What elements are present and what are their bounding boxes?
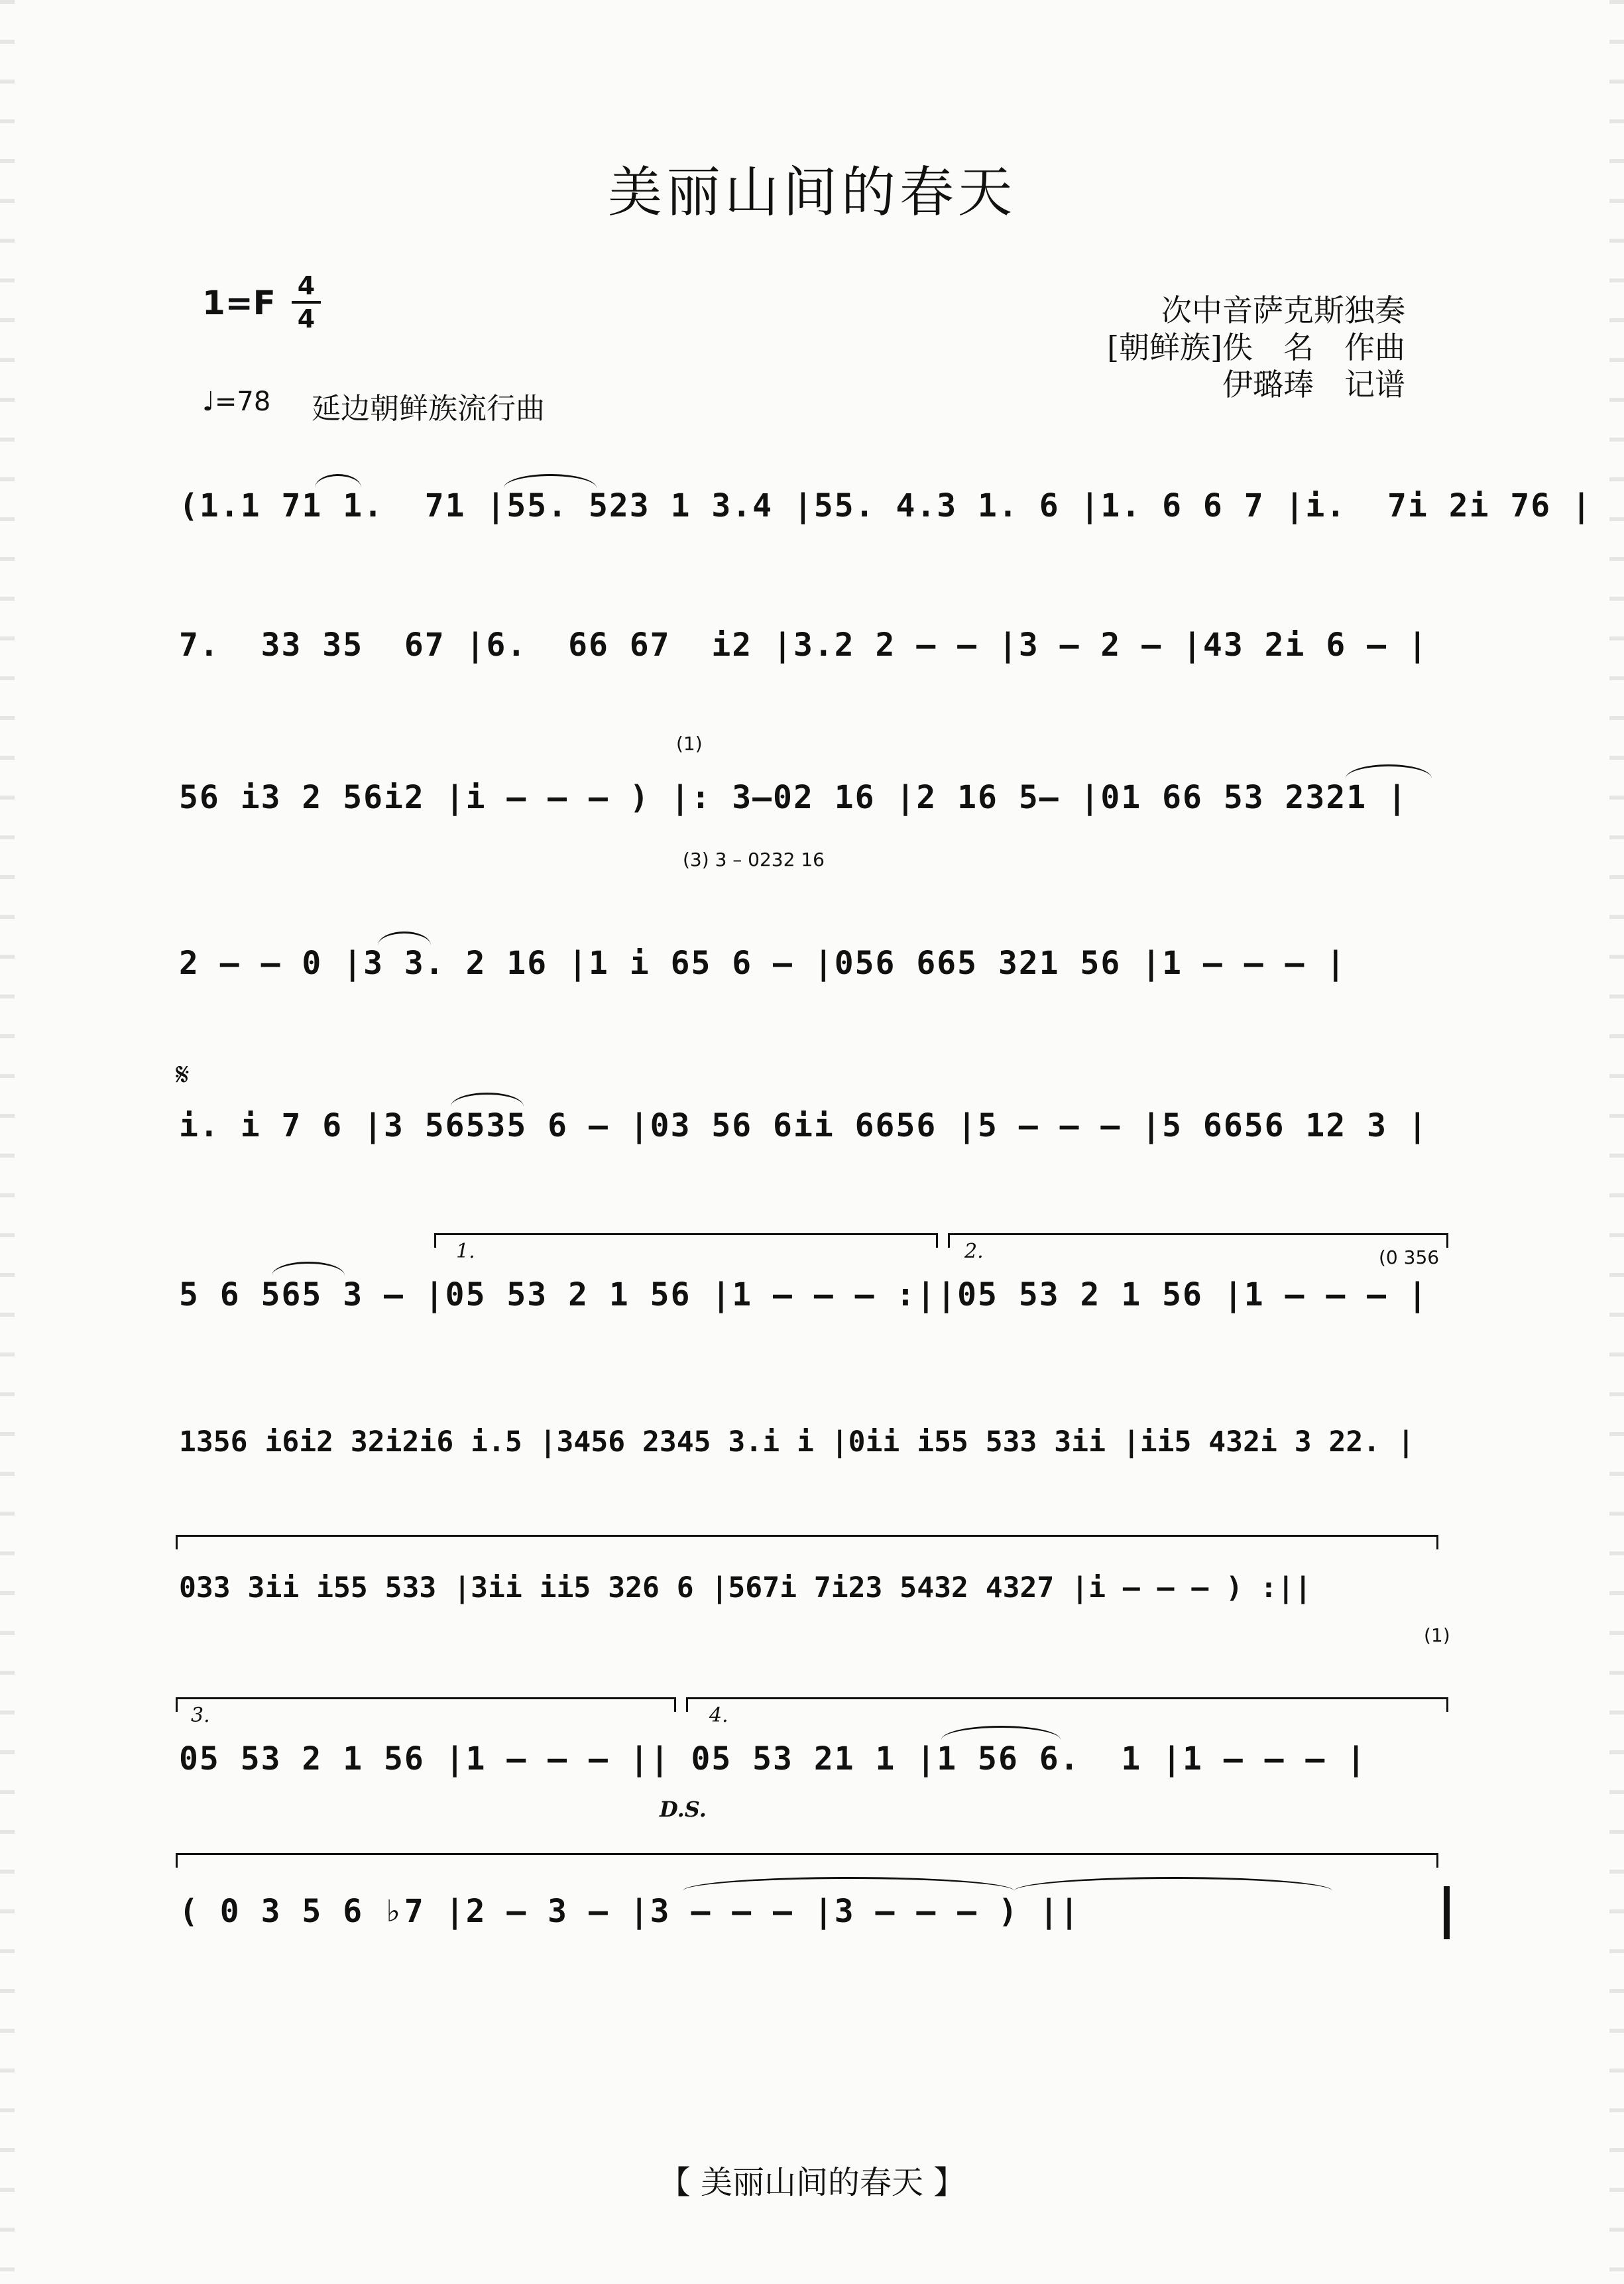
key-signature: 1=F (202, 284, 276, 322)
slur (378, 932, 431, 945)
segno-sign: 𝄋 (176, 1056, 190, 1093)
notation-line: 7. 33 35 67 |6. 66 67 i2 |3.2 2 – – |3 – 2 – |43 2i 6 – | (179, 627, 1428, 664)
score-row-4 (179, 945, 1458, 1011)
slur (1346, 764, 1432, 778)
score-row-5 (179, 1107, 1458, 1173)
score-row-2 (179, 627, 1458, 693)
score-row-3 (179, 779, 1458, 845)
volta-mark-end: (1) (1424, 1624, 1450, 1646)
score-row-8 (179, 1571, 1458, 1638)
time-denominator: 4 (297, 304, 316, 333)
time-fraction-bar (292, 301, 321, 304)
pickup-notes: (0 356 (1379, 1246, 1440, 1268)
tie (683, 1877, 1014, 1891)
notation-line: ( 0 3 5 6 ♭7 |2 – 3 – |3 – – – |3 – – – ) || (179, 1893, 1080, 1930)
score-row-9 (179, 1740, 1458, 1807)
tempo-marking: ♩=78 (202, 387, 271, 417)
notation-line: 56 i3 2 56i2 |i – – – ) |: 3–02 16 |2 16 5– |01 66 53 2321 | (179, 779, 1408, 816)
repeat-bracket (176, 1535, 1438, 1537)
score-title: 美丽山间的春天 (607, 161, 1016, 224)
slur (451, 1093, 524, 1107)
time-signature (292, 272, 321, 333)
score-row-7 (179, 1425, 1458, 1492)
notation-line: 2 – – 0 |3 3. 2 16 |1 i 65 6 – |056 665 321 56 |1 – – – | (179, 945, 1347, 982)
time-numerator: 4 (297, 271, 316, 300)
slur (272, 1262, 345, 1276)
volta-label-4: 4. (709, 1704, 728, 1727)
volta-bracket-3 (176, 1697, 676, 1699)
ending-bracket (176, 1853, 1438, 1855)
footer-title: 【 美丽山间的春天 】 (658, 2164, 966, 2201)
slur (941, 1726, 1061, 1740)
notation-line: i. i 7 6 |3 56535 6 – |03 56 6ii 6656 |5 – – – |5 6656 12 3 | (179, 1107, 1428, 1144)
tie (1014, 1877, 1332, 1891)
style-marking: 延边朝鲜族流行曲 (312, 392, 545, 426)
alternate-phrase: (3) 3 – 0232 16 (683, 849, 825, 871)
slur (315, 474, 361, 488)
transcriber-credit: 伊璐琫 记谱 (1222, 367, 1405, 402)
volta-bracket-4 (686, 1697, 1448, 1699)
score-row-6 (179, 1276, 1458, 1343)
notation-line: 033 3ii i55 533 |3ii ii5 326 6 |567i 7i23 5432 4327 |i – – – ) :|| (179, 1571, 1312, 1604)
composer-credit: [朝鲜族]佚 名 作曲 (1107, 330, 1405, 365)
notation-line: 1356 i6i2 32i2i6 i.5 |3456 2345 3.i i |0ii i55 533 3ii |ii5 432i 3 22. | (179, 1425, 1415, 1459)
volta-bracket-1 (434, 1233, 938, 1235)
left-edge-pattern (0, 0, 15, 2284)
score-row-10 (179, 1893, 1458, 1959)
volta-bracket-2 (948, 1233, 1448, 1235)
volta-mark-1: (1) (676, 733, 703, 754)
final-barline (1444, 1886, 1450, 1939)
performance-note: 次中音萨克斯独奏 (1161, 292, 1405, 328)
volta-label-1: 1. (456, 1240, 475, 1263)
notation-line: 5 6 565 3 – |05 53 2 1 56 |1 – – – :||05 53 2 1 56 |1 – – – | (179, 1276, 1428, 1313)
dal-segno: D.S. (660, 1797, 707, 1822)
notation-line: 05 53 2 1 56 |1 – – – || 05 53 21 1 |1 56 6. 1 |1 – – – | (179, 1740, 1367, 1777)
credits-block (1107, 292, 1405, 403)
slur (504, 474, 597, 488)
volta-label-2: 2. (964, 1240, 984, 1263)
notation-line: (1.1 71 1. 71 |55. 523 1 3.4 |55. 4.3 1. 6 |1. 6 6 7 |i. 7i 2i 76 | (179, 487, 1592, 524)
right-edge-pattern (1609, 0, 1624, 2284)
volta-label-3: 3. (191, 1704, 210, 1727)
score-row-1 (179, 487, 1592, 554)
